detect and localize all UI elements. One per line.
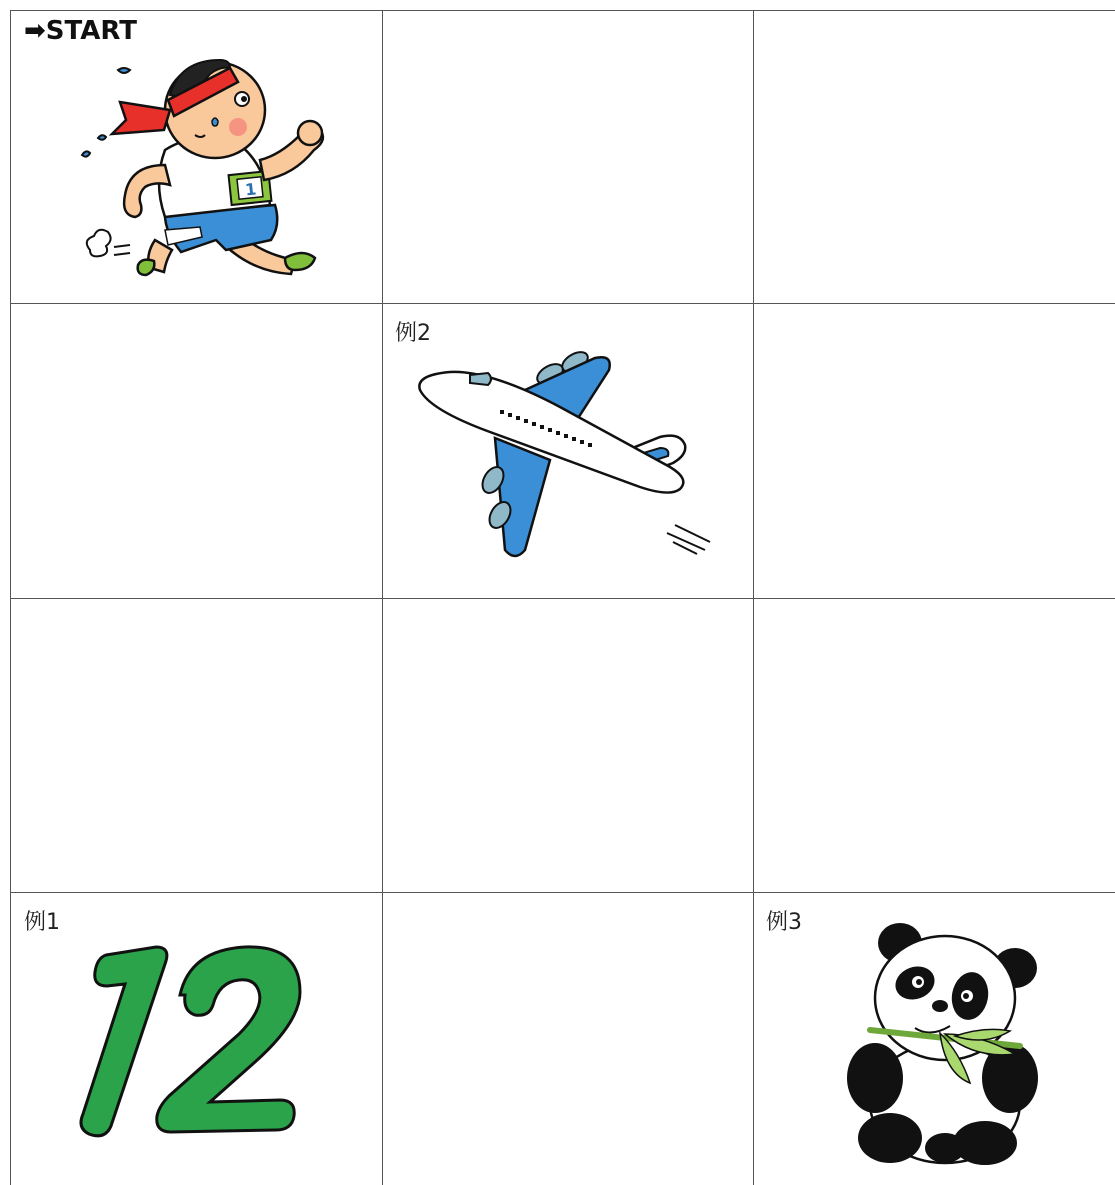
example-2-label: 例2	[395, 321, 431, 346]
runner-illustration	[70, 55, 330, 295]
bib-number: 1	[244, 179, 258, 200]
example-3-label: 例3	[766, 910, 802, 935]
start-label: ➡START	[24, 16, 137, 46]
number-12-illustration	[70, 935, 330, 1155]
example-1-label: 例1	[24, 910, 60, 935]
panda-illustration	[845, 918, 1045, 1168]
grid-line	[10, 598, 1115, 599]
airplane-illustration	[405, 350, 725, 570]
